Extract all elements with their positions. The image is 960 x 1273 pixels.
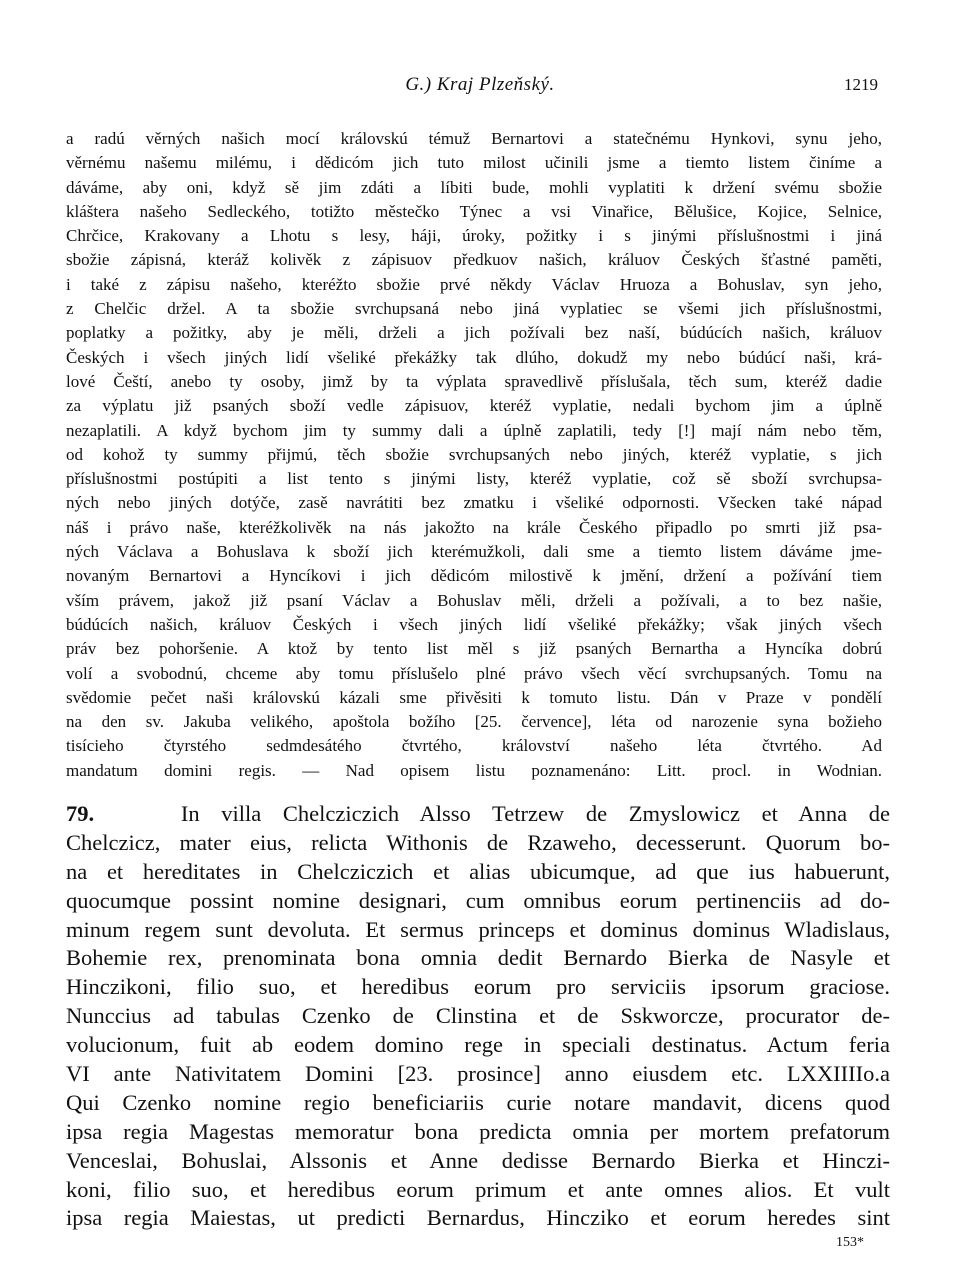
text-line: In villa Chelcziczich Alsso Tetrzew de Zmyslowicz et Anna de <box>180 801 890 826</box>
entry-number: 79. <box>66 801 95 826</box>
text-line: ipsa regia Maiestas, ut predicti Bernardus, Hincziko et eorum heredes sint <box>66 1205 890 1231</box>
text-line: mandatum domini regis. — Nad opisem listu poznamenáno: Litt. procl. in Wodnian. <box>66 760 882 780</box>
text-line: věrnému našemu milému, i dědicóm jich tuto milost učinili jsme a tiemto listem činíme a <box>66 153 882 173</box>
text-line: na et hereditates in Chelcziczich et alias ubicumque, ad que ius habuerunt, <box>66 858 890 884</box>
text-line: svědomie pečet naši královskú kázali sme přivěsiti k tomuto listu. Dán v Praze v pondělí <box>66 687 882 707</box>
running-title: G.) Kraj Plzeňský. <box>405 74 555 95</box>
text-line: ných Václava a Bohuslava k sboží jich kterémužkoli, dali sme a tiemto listem dáváme jme- <box>66 542 882 562</box>
text-line: ných nebo jiných dotýče, zasě navrátiti bez zmatku i všeliké odpornosti. Všecken také nápad <box>66 493 882 513</box>
text-line: búdúcích našich, králuov Českých i všech jiných lidí všeliké překážky; však jiných všech <box>66 614 882 634</box>
text-line: Chelczicz, mater eius, relicta Withonis de Rzaweho, decesserunt. Quorum bo- <box>66 829 890 855</box>
text-line: náš i právo naše, kteréžkolivěk na nás jakožto na krále Českého připadlo po smrti již psa- <box>66 517 882 537</box>
latin-entry-79 <box>66 800 890 1233</box>
text-line: Qui Czenko nomine regio beneficiariis curie notare mandavit, dicens quod <box>66 1089 890 1115</box>
text-line: novaným Bernartovi a Hyncíkovi i jich dědicóm milostivě k jmění, držení a požívání tiem <box>66 566 882 586</box>
text-line: Venceslai, Bohuslai, Alssonis et Anne dedisse Bernardo Bierka et Hinczi- <box>66 1147 890 1173</box>
text-line: z Chelčic držel. A ta sbožie svrchupsaná nebo jiná vyplatiec se všemi jich příslušnostmi, <box>66 299 882 319</box>
entry-first-line <box>66 800 890 829</box>
signature-mark: 153* <box>836 1235 864 1250</box>
text-line: koni, filio suo, et heredibus eorum primum et ante omnes alios. Et vult <box>66 1176 890 1202</box>
text-line: volí a svobodnú, chceme aby tomu příslušelo plné právo všech věcí svrchupsaných. Tomu na <box>66 663 882 683</box>
text-line: poplatky a požitky, aby je měli, drželi a jich požívali bez naší, búdúcích našich, králuov <box>66 323 882 343</box>
text-line: quocumque possint nomine designari, cum omnibus eorum pertinenciis ad do- <box>66 887 890 913</box>
page-number: 1219 <box>844 75 878 94</box>
text-line: volucionum, fuit ab eodem domino rege in speciali destinatus. Actum feria <box>66 1032 890 1058</box>
text-line: minum regem sunt devoluta. Et sermus princeps et dominus dominus Wladislaus, <box>66 916 890 942</box>
text-line: dáváme, aby oni, když sě jim zdáti a líbiti bude, mohli vyplatiti k držení svému sbožie <box>66 177 882 197</box>
text-line: Chrčice, Krakovany a Lhotu s lesy, háji, úroky, požitky i s jinými příslušnostmi i jiná <box>66 226 882 246</box>
text-line: ipsa regia Magestas memoratur bona predicta omnia per mortem prefatorum <box>66 1118 890 1144</box>
text-line: Nunccius ad tabulas Czenko de Clinstina et de Sskworcze, procurator de- <box>66 1003 890 1029</box>
text-line: za výplatu již psaných sboží vedle zápisuov, kteréž vyplatie, nedali bychom jim a úplně <box>66 396 882 416</box>
text-line: lové Čeští, anebo ty osoby, jimž by ta výplata spravedlivě příslušala, těch sum, kteréž dadie <box>66 371 882 391</box>
text-line: i také z zápisu našeho, kteréžto sbožie prvé někdy Václav Hruoza a Bohuslav, syn jeho, <box>66 274 882 294</box>
text-line: nezaplatili. A když bychom jim ty summy dali a úplně zaplatili, tedy [!] mají nám nebo těm, <box>66 420 882 440</box>
czech-charter-text <box>66 127 882 783</box>
text-line: Českých i všech jiných lidí všeliké překážky tak dlúho, dokudž my nebo búdúcí naši, krá- <box>66 347 882 367</box>
text-line: kláštera našeho Sedleckého, totižto městečko Týnec a vsi Vinařice, Bělušice, Kojice, Selnice, <box>66 201 882 221</box>
text-line: na den sv. Jakuba velikého, apoštola božího [25. července], léta od narozenie syna božieho <box>66 712 882 732</box>
text-line: od kohož ty summy přijmú, těch sbožie svrchupsaných nebo jiných, kteréž vyplatie, s jich <box>66 444 882 464</box>
text-line: tisícieho čtyrstého sedmdesátého čtvrtého, království našeho léta čtvrtého. Ad <box>66 736 882 756</box>
text-line: vším právem, jakož již psaní Václav a Bohuslav měli, drželi a požívali, a to bez našie, <box>66 590 882 610</box>
text-line: Bohemie rex, prenominata bona omnia dedit Bernardo Bierka de Nasyle et <box>66 945 890 971</box>
text-line: sbožie zápisná, kteráž kolivěk z zápisuov předkuov našich, králuov Českých šťastné paměti, <box>66 250 882 270</box>
text-line: a radú věrných našich mocí královskú témuž Bernartovi a statečnému Hynkovi, synu jeho, <box>66 129 882 148</box>
text-line: příslušnostmi postúpiti a list tento s jinými listy, kteréž vyplatie, což sě sboží svrchupsa- <box>66 469 882 489</box>
text-line: Hinczikoni, filio suo, et heredibus eorum pro serviciis ipsorum graciose. <box>66 974 890 1000</box>
text-line: práv bez pohoršenie. A ktož by tento list měl s již psaných Bernartha a Hyncíka dobrú <box>66 639 882 659</box>
text-line: VI ante Nativitatem Domini [23. prosince] anno eiusdem etc. LXXIIIIo.a <box>66 1061 890 1087</box>
